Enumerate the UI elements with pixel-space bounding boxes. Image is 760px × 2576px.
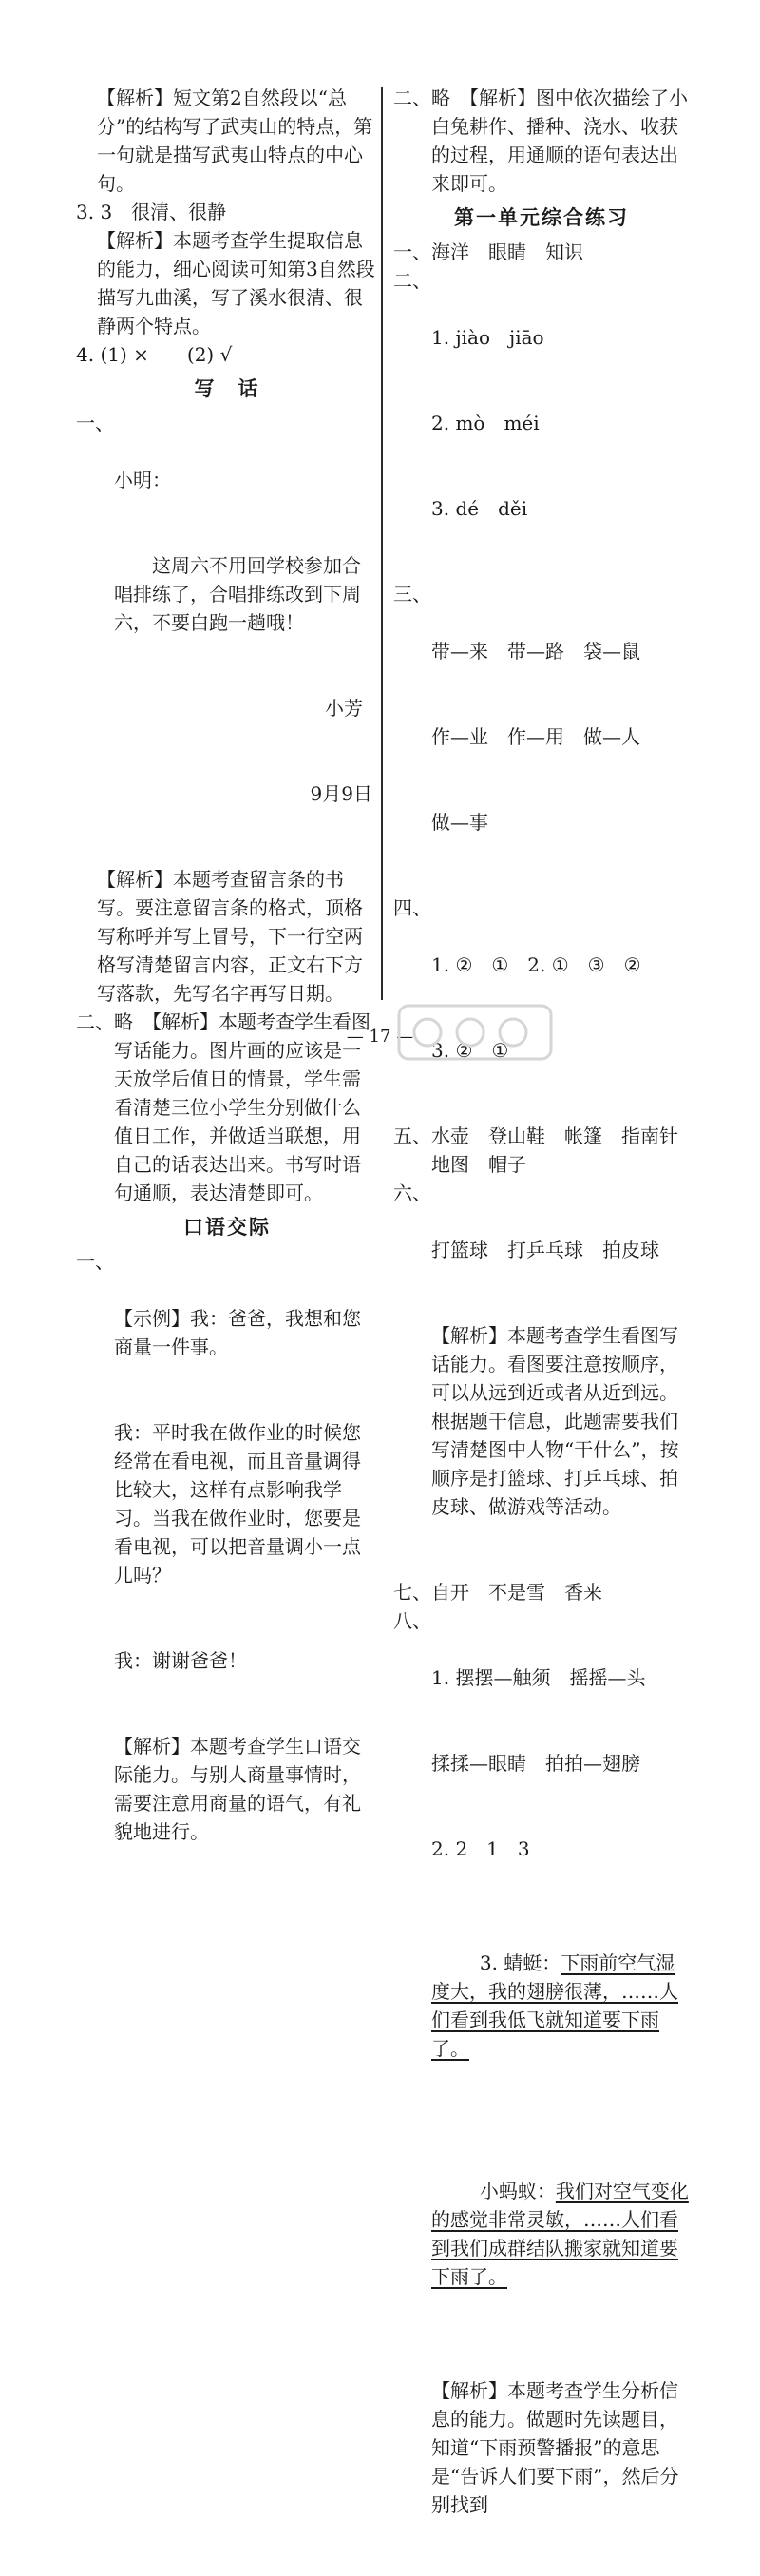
match-line: 1. 摆摆—触须 摇摇—头 — [431, 1666, 646, 1689]
note-date: 9月9日 — [310, 782, 372, 805]
dragonfly-answer — [431, 1920, 690, 2091]
analysis-paragraph: 【解析】短文第2自然段以“总分”的结构写了武夷山的特点，第一句就是描写武夷山特点的中心句。 — [97, 87, 373, 195]
answer-line: 3. ② ① — [431, 1039, 509, 1062]
underlined-answer: 我们对空气变化的感觉非常灵敏，……人们看到我们成群结队搬家就知道要下雨了。 — [431, 2180, 689, 2288]
left-column — [76, 84, 378, 1903]
dialogue-line: 我：平时我在做作业的时候您经常在看电视，而且音量调得比较大，这样有点影响我学习。当我在做作业时，您要是看电视，可以把音量调小一点儿吗？ — [114, 1421, 361, 1586]
answer-text: 略 【解析】本题考查学生看图写话能力。图片画的应该是一天放学后值日的情景，学生需看清楚三位小学生分别做什么值日工作，并做适当联想，用自己的话表达出来。书写时语句通顺，表达清楚即可。 — [114, 1010, 370, 1204]
section-heading-kouyu: 口语交际 — [183, 1215, 271, 1239]
item-number: 六、 — [393, 1182, 431, 1204]
item-number: 二、 — [393, 269, 431, 292]
answer-text: 3 很清、很静 — [100, 201, 227, 223]
item-number: 二、 — [76, 1010, 114, 1033]
item-number: 三、 — [393, 583, 431, 606]
answer-text: (1) × (2) √ — [100, 343, 233, 366]
unit-item-6 — [393, 1179, 690, 1578]
item-number: 四、 — [393, 896, 431, 919]
item-number: 八、 — [393, 1609, 431, 1632]
item-number: 五、 — [393, 1125, 431, 1147]
dialogue-line: 我：谢谢爸爸！ — [114, 1649, 247, 1672]
item-number: 一、 — [76, 412, 114, 434]
pinyin-line: 2. mò méi — [431, 412, 540, 434]
analysis-paragraph: 【解析】本题考查留言条的书写。要注意留言条的格式，顶格写称呼并写上冒号，下一行空两格写清楚留言内容，正文右下方写落款，先写名字再写日期。 — [97, 868, 363, 1005]
dialogue-line: 【示例】我：爸爸，我想和您商量一件事。 — [114, 1307, 361, 1358]
answer-line: 1. ② ① 2. ① ③ ② — [431, 953, 641, 976]
analysis-paragraph: 【解析】本题考查学生提取信息的能力，细心阅读可知第3自然段描写九曲溪，写了溪水很清、很静两个特点。 — [97, 229, 375, 337]
unit-item-5 — [393, 1122, 697, 1179]
answer-prefix: 小蚂蚁： — [479, 2180, 556, 2202]
question-3 — [76, 198, 378, 226]
underlined-answer: 下雨前空气湿度大，我的翅膀很薄，……人们看到我低飞就知道要下雨了。 — [431, 1951, 678, 2060]
question-4 — [76, 340, 378, 369]
pinyin-line: 1. jiào jiāo — [431, 326, 544, 349]
analysis-paragraph: 【解析】本题考查学生看图写话能力。看图要注意按顺序，可以从远到近或者从近到远。根据题干信息，此题需要我们写清楚图中人物“干什么”，按顺序是打篮球、打乒乓球、拍皮球、做游戏等活动。 — [431, 1324, 679, 1518]
match-line: 做—事 — [431, 811, 488, 834]
item-number: 一、 — [393, 240, 431, 263]
kouyu-item-1 — [76, 1247, 378, 1903]
page-number: — 17 — — [346, 1027, 414, 1047]
question-number: 4. — [76, 343, 101, 366]
match-line: 作—业 作—用 做—人 — [431, 725, 640, 748]
section-heading-unit: 第一单元综合练习 — [454, 205, 629, 229]
right-item-2 — [393, 84, 690, 198]
note-signature: 小芳 — [325, 697, 363, 720]
answer-text: 海洋 眼睛 知识 — [431, 240, 583, 263]
column-divider — [381, 87, 383, 1000]
unit-item-2 — [393, 266, 690, 580]
xiehua-item-1 — [76, 409, 378, 865]
answer-text: 水壶 登山鞋 帐篷 指南针 地图 帽子 — [431, 1125, 697, 1176]
unit-item-1 — [393, 238, 690, 266]
answer-line: 打篮球 打乒乓球 拍皮球 — [431, 1239, 659, 1261]
match-line: 揉揉—眼睛 拍拍—翅膀 — [431, 1752, 640, 1775]
question-number: 3. — [76, 201, 101, 223]
answer-text: 略 【解析】图中依次描绘了小白兔耕作、播种、浇水、收获的过程，用通顺的语句表达出来即可。 — [431, 87, 688, 195]
note-body: 这周六不用回学校参加合唱排练了，合唱排练改到下周六，不要白跑一趟哦！ — [114, 554, 361, 634]
item-number: 二、 — [393, 87, 431, 109]
note-greeting: 小明： — [114, 469, 171, 491]
answer-prefix: 3. 蜻蜓： — [479, 1951, 561, 1974]
order-line: 2. 2 1 3 — [431, 1837, 530, 1860]
right-column — [393, 84, 697, 2576]
analysis-paragraph: 【解析】本题考查学生口语交际能力。与别人商量事情时，需要注意用商量的语气，有礼貌地进行。 — [114, 1735, 361, 1843]
item-number: 七、 — [393, 1581, 431, 1604]
unit-item-8 — [393, 1606, 690, 2576]
match-line: 带—来 带—路 袋—鼠 — [431, 640, 640, 663]
unit-item-7 — [393, 1578, 690, 1606]
item-number: 一、 — [76, 1250, 114, 1273]
pinyin-line: 3. dé děi — [431, 497, 528, 520]
analysis-paragraph: 【解析】本题考查学生分析信息的能力。做题时先读题目，知道“下雨预警播报”的意思是“告诉人们要下雨”，然后分别找到 — [431, 2379, 679, 2516]
unit-item-3 — [393, 580, 690, 894]
answer-text: 自开 不是雪 香来 — [431, 1581, 602, 1604]
section-heading-xiehua: 写 话 — [194, 376, 260, 400]
watermark-logo — [256, 998, 560, 1065]
ant-answer — [431, 2148, 690, 2319]
